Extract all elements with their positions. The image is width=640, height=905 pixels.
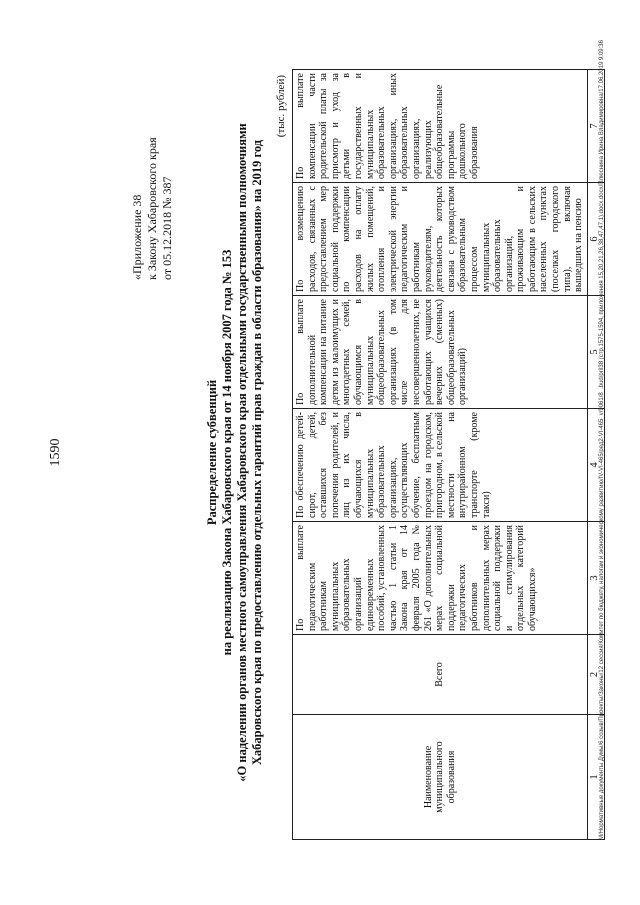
- column-number: 4: [587, 409, 604, 522]
- column-number: 6: [587, 183, 604, 296]
- page-number: 1590: [48, 438, 63, 467]
- title-line-3: «О наделении органов местного самоуправления Хабаровского края отдельными государственными полномочиями: [235, 123, 249, 782]
- document-title: [205, 0, 265, 905]
- header-col-6: По возмещению расходов, связанных с предоставлением мер социальной поддержки по компенсации расходов на оплату жилых помещений, отопления и электрической энергии педагогическим и работникам руководителям, деятельность которых связана с руководством образовательным процессом муниципальных образовательных организаций, проживающим и работающим в сельских населенных пунктах (поселках городского типа), включая вышедших на пенсию: [293, 183, 588, 296]
- file-path-footer: M/Нормативные документы Думы/6 созыв/Проекты/Законы/12 сессия/Комитет по бюджету, налогам и экономическому развитию/IV-VI-465/ред2-VI-465_v/9061/8_.bud/pril38 (стр.1575-1594, приложения 15,20,21,26,38,47,47,1).docx.docx/Плюснина Ирина Владимировна/17.06.2019 9:09:36: [599, 40, 605, 840]
- header-col-4: По обеспечению детей-сирот, детей, оставшихся без попечения родителей, и лиц из их числа, обучающихся в муниципальных образовательных организациях, осуществляющих обучение, бесплатным проездом на городском, пригородном, в сельской местности на внутрирайонном транспорте (кроме такси): [293, 409, 588, 522]
- column-number: 3: [587, 522, 604, 635]
- units-label: (тыс. рублей): [275, 75, 287, 138]
- header-municipality: Наименование муниципального образования: [293, 715, 588, 840]
- appendix-reference: [130, 70, 175, 280]
- title-line-4: Хабаровского края по предоставлению отдельных гарантий прав граждан в области образования» на 2019 год: [250, 139, 264, 766]
- column-number: 5: [587, 296, 604, 409]
- header-col-7: По выплате компенсации части родительской платы за присмотр и уход за детьми в государственных и муниципальных образовательных организациях, иных образовательных организациях, реализующих общеобразовательные программы дошкольного образования: [293, 70, 588, 183]
- subvention-table: [292, 69, 605, 840]
- header-col-5: По выплате дополнительной компенсации на питание детям из малоимущих и многодетных семей, обучающимся в муниципальных общеобразовательных организациях (в том числе для несовершеннолетних, не работающих учащихся вечерних (сменных) общеобразовательных организаций): [293, 296, 588, 409]
- title-line-1: Распределение субвенций: [205, 379, 219, 526]
- column-number: 2: [587, 635, 604, 715]
- appendix-line-3: от 05.12.2018 № 387: [160, 176, 174, 280]
- table-header-row: [293, 70, 588, 840]
- header-total: Всего: [293, 635, 588, 715]
- title-line-2: на реализацию Закона Хабаровского края от 14 ноября 2007 года № 153: [220, 249, 234, 656]
- header-col-3: По выплате педагогическим работникам муниципальных образовательных организаций единовременных пособий, установленных частью 1 статьи 1 Закона края от 14 февраля 2005 года № 261 «О дополнительных мерах социальной поддержки педагогических работников и дополнительных мерах социальной поддержки и стимулирования отдельных категорий обучающихся»: [293, 522, 588, 635]
- column-number: 1: [587, 715, 604, 840]
- column-number: 7: [587, 70, 604, 183]
- appendix-line-2: к Закону Хабаровского края: [145, 137, 159, 280]
- appendix-line-1: «Приложение 38: [130, 194, 144, 280]
